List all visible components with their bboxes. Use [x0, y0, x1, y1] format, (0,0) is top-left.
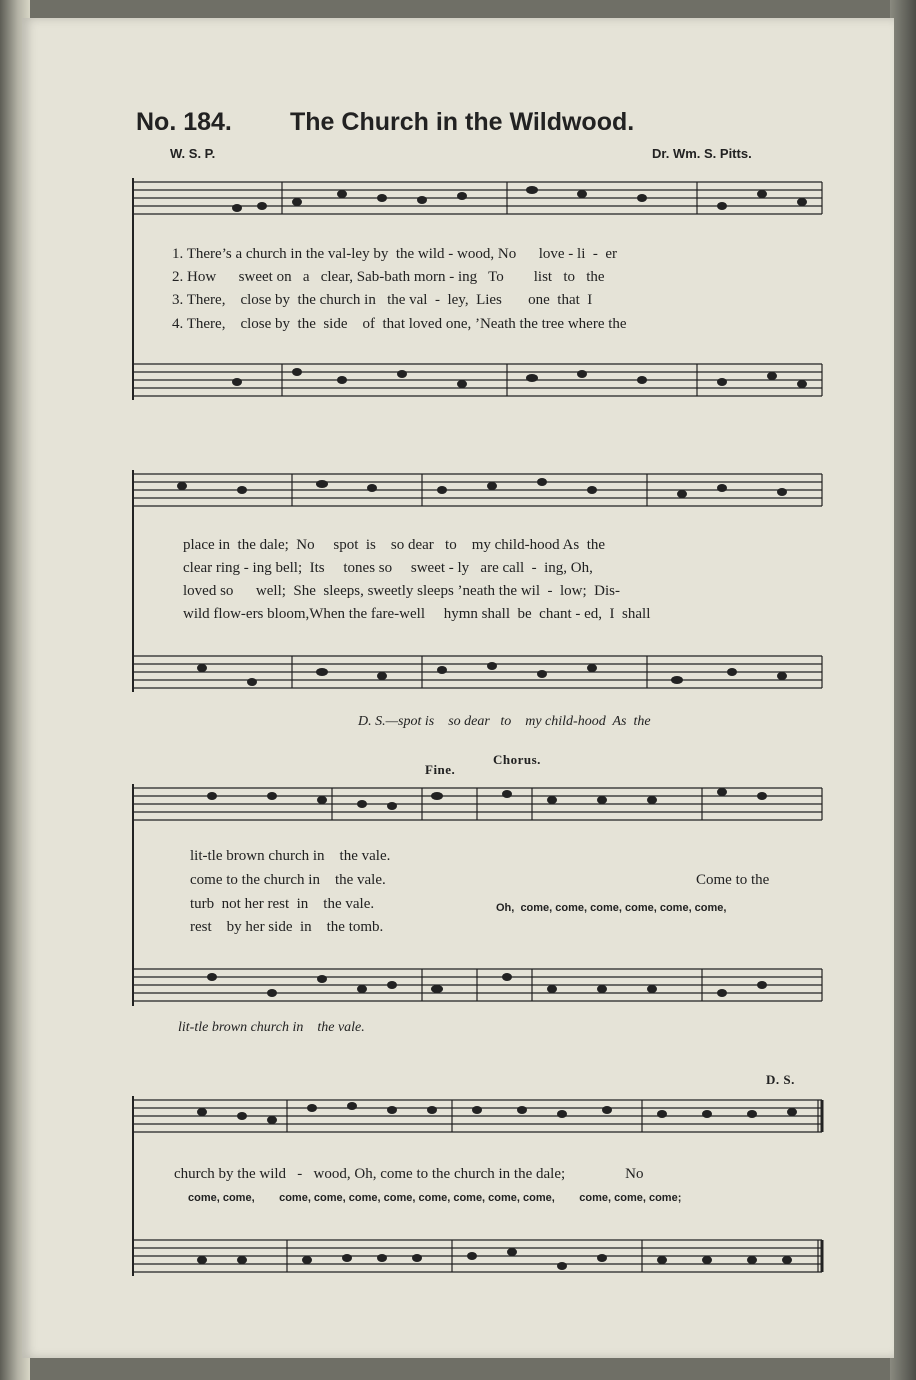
system-brace-1	[132, 178, 134, 400]
verse-2-line-1: 2. How sweet on a clear, Sab-bath morn - ing To list to the	[172, 269, 605, 285]
system-brace-2	[132, 470, 134, 692]
verse-3-line-3: turb not her rest in the vale.	[190, 896, 375, 912]
bass-staff-2	[132, 652, 822, 692]
chorus-echo-line: come, come, come, come, come, come, come, come, come, come, come, come, come;	[188, 1192, 682, 1204]
system-brace-4	[132, 1096, 134, 1276]
verse-1-line-3: lit-tle brown church in the vale.	[190, 848, 391, 864]
bass-lyric-line: lit-tle brown church in the vale.	[178, 1020, 365, 1035]
treble-staff-2	[132, 470, 822, 510]
treble-staff-4	[132, 1096, 822, 1136]
hymn-title: The Church in the Wildwood.	[290, 108, 635, 136]
verse-1-line-2: place in the dale; No spot is so dear to my child-hood As the	[183, 537, 606, 553]
bass-staff-1	[132, 360, 822, 400]
verse-2-line-2: clear ring - ing bell; Its tones so sweet - ly are call - ing, Oh,	[183, 560, 593, 576]
treble-staff-3	[132, 784, 822, 824]
verse-1-line-1: 1. There’s a church in the val-ley by the wild - wood, No love - li - er	[172, 246, 618, 262]
treble-staff-1	[132, 178, 822, 218]
verse-3-line-1: 3. There, close by the church in the val - ley, Lies one that I	[172, 292, 593, 308]
music-credit: Dr. Wm. S. Pitts.	[652, 146, 752, 161]
system-brace-3	[132, 784, 134, 1006]
hymn-number: No. 184.	[136, 108, 232, 136]
hymn-header	[136, 108, 816, 142]
chorus-lyric: Come to the	[696, 872, 770, 888]
verse-4-line-2: wild flow-ers bloom,When the fare-well hymn shall be chant - ed, I shall	[183, 606, 651, 622]
ds-lyric-line: D. S.—spot is so dear to my child-hood As the	[358, 714, 651, 729]
verse-3-line-2: loved so well; She sleeps, sweetly sleeps ’neath the wil - low; Dis-	[183, 583, 621, 599]
bass-staff-3	[132, 965, 822, 1005]
verse-4-line-3: rest by her side in the tomb.	[190, 919, 384, 935]
words-credit: W. S. P.	[170, 146, 216, 161]
chorus-echo-lyric: Oh, come, come, come, come, come, come,	[496, 902, 727, 914]
fine-marking: Fine.	[425, 762, 456, 777]
chorus-melody-lyric: church by the wild - wood, Oh, come to the church in the dale; No	[174, 1166, 644, 1182]
verse-2-line-3: come to the church in the vale.	[190, 872, 386, 888]
chorus-label: Chorus.	[493, 752, 541, 767]
bass-staff-4	[132, 1236, 822, 1276]
verse-4-line-1: 4. There, close by the side of that loved one, ’Neath the tree where the	[172, 316, 627, 332]
ds-marking: D. S.	[766, 1072, 795, 1087]
